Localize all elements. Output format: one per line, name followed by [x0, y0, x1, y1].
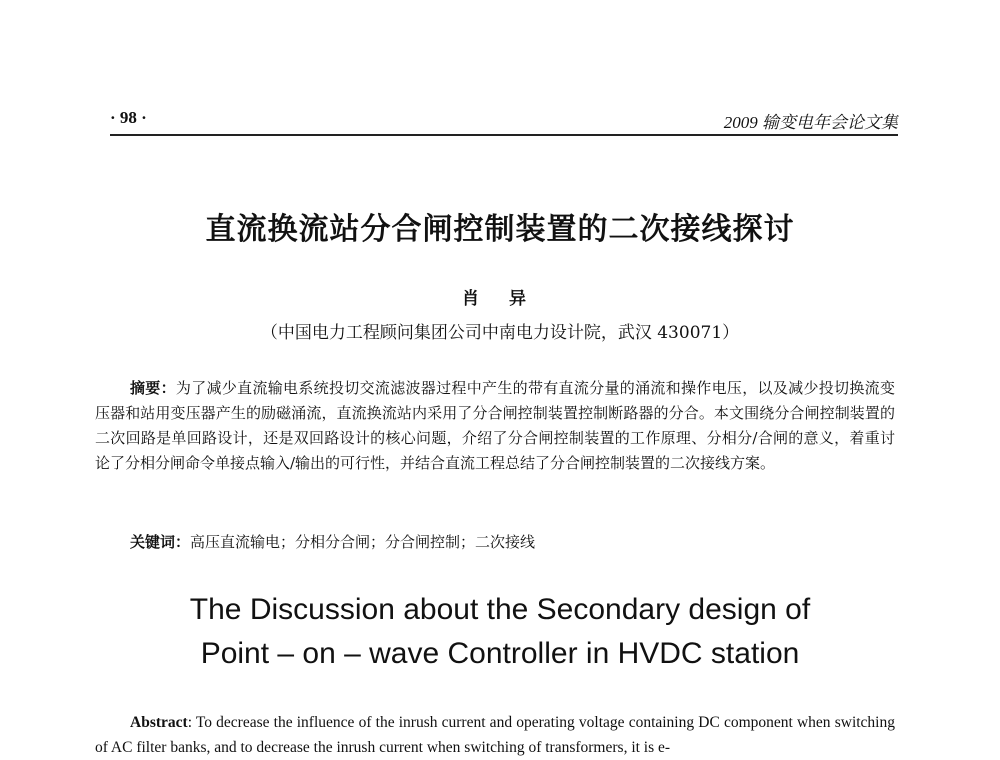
- keywords-text: 高压直流输电；分相分合闸；分合闸控制；二次接线: [190, 533, 536, 551]
- abstract-english: [95, 710, 895, 760]
- paper-title: 直流换流站分合闸控制装置的二次接线探讨: [205, 212, 795, 247]
- running-title: 2009 输变电年会论文集: [723, 113, 898, 132]
- abstract-chinese: [95, 376, 895, 476]
- abstract-label: 摘要：: [130, 379, 176, 397]
- author-affiliation: （中国电力工程顾问集团公司中南电力设计院，武汉 430071）: [260, 323, 740, 343]
- abstract-en-text: : To decrease the influence of the inrush current and operating voltage containing DC component when switching of AC filter banks, and to decrease the inrush current when switching of transformers, it is e-: [95, 714, 895, 756]
- english-title-line-1: The Discussion about the Secondary design of: [189, 593, 811, 626]
- keywords: [130, 530, 890, 555]
- page-number: · 98 ·: [110, 108, 147, 127]
- page-header: [110, 104, 898, 136]
- abstract-text: 为了减少直流输电系统投切交流滤波器过程中产生的带有直流分量的涌流和操作电压，以及减少投切换流变压器和站用变压器产生的励磁涌流，直流换流站内采用了分合闸控制装置控制断路器的分合。本文围绕分合闸控制装置的二次回路是单回路设计，还是双回路设计的核心问题，介绍了分合闸控制装置的工作原理、分相分/合闸的意义，着重讨论了分相分闸命令单接点输入/输出的可行性，并结合直流工程总结了分合闸控制装置的二次接线方案。: [95, 379, 895, 472]
- keywords-label: 关键词：: [130, 533, 191, 551]
- english-title: [0, 588, 1000, 676]
- author-name: 肖 异: [462, 289, 538, 309]
- english-title-line-2: Point – on – wave Controller in HVDC station: [200, 637, 800, 670]
- abstract-en-label: Abstract: [130, 714, 188, 731]
